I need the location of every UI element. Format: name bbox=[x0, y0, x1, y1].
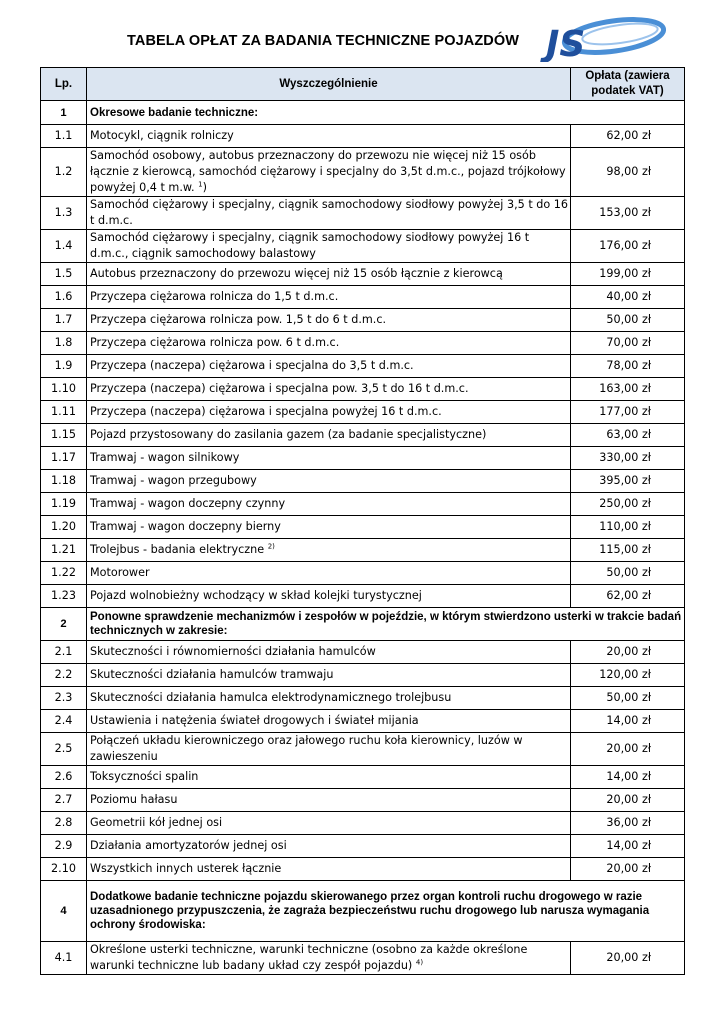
row-fee: 177,00 zł bbox=[571, 401, 685, 424]
row-description: Samochód ciężarowy i specjalny, ciągnik samochodowy siodłowy powyżej 3,5 t do 16 t d.m.c. bbox=[87, 197, 571, 230]
row-fee: 78,00 zł bbox=[571, 355, 685, 378]
table-header-row bbox=[41, 68, 685, 101]
row-fee: 153,00 zł bbox=[571, 197, 685, 230]
company-logo bbox=[540, 14, 666, 62]
header-description: Wyszczególnienie bbox=[87, 68, 571, 101]
table-row bbox=[41, 286, 685, 309]
row-fee: 199,00 zł bbox=[571, 263, 685, 286]
table-row bbox=[41, 835, 685, 858]
table-row bbox=[41, 858, 685, 881]
row-number: 1.9 bbox=[41, 355, 87, 378]
description-suffix: ) bbox=[202, 181, 207, 194]
row-number: 2 bbox=[41, 608, 87, 641]
row-number: 1 bbox=[41, 101, 87, 125]
table-row bbox=[41, 148, 685, 197]
table-row bbox=[41, 562, 685, 585]
row-fee: 50,00 zł bbox=[571, 562, 685, 585]
row-number: 2.10 bbox=[41, 858, 87, 881]
row-description: Przyczepa ciężarowa rolnicza pow. 6 t d.m.c. bbox=[87, 332, 571, 355]
row-description: Okresowe badanie techniczne: bbox=[87, 101, 685, 125]
table-row bbox=[41, 733, 685, 766]
row-fee: 14,00 zł bbox=[571, 766, 685, 789]
row-number: 1.20 bbox=[41, 516, 87, 539]
row-description: Przyczepa ciężarowa rolnicza do 1,5 t d.m.c. bbox=[87, 286, 571, 309]
row-number: 1.21 bbox=[41, 539, 87, 562]
row-fee: 36,00 zł bbox=[571, 812, 685, 835]
row-number: 1.3 bbox=[41, 197, 87, 230]
row-number: 2.2 bbox=[41, 664, 87, 687]
row-fee: 20,00 zł bbox=[571, 942, 685, 975]
row-number: 1.8 bbox=[41, 332, 87, 355]
table-row bbox=[41, 664, 685, 687]
table-row bbox=[41, 447, 685, 470]
row-fee: 63,00 zł bbox=[571, 424, 685, 447]
table-row bbox=[41, 197, 685, 230]
row-description: Tramwaj - wagon doczepny bierny bbox=[87, 516, 571, 539]
table-row bbox=[41, 355, 685, 378]
row-description: Połączeń układu kierowniczego oraz jałowego ruchu koła kierownicy, luzów w zawieszeniu bbox=[87, 733, 571, 766]
row-fee: 110,00 zł bbox=[571, 516, 685, 539]
row-description: Motorower bbox=[87, 562, 571, 585]
row-description: Geometrii kół jednej osi bbox=[87, 812, 571, 835]
footnote-marker: 2) bbox=[267, 542, 275, 551]
table-row bbox=[41, 125, 685, 148]
row-number: 1.23 bbox=[41, 585, 87, 608]
row-fee: 395,00 zł bbox=[571, 470, 685, 493]
row-description: Dodatkowe badanie techniczne pojazdu skierowanego przez organ kontroli ruchu drogowego w razie uzasadnionego przypuszczenia, że zagraża bezpieczeństwu ruchu drogowego lub narusza wymagania ochrony środowiska: bbox=[87, 881, 685, 942]
table-row bbox=[41, 309, 685, 332]
row-description: Autobus przeznaczony do przewozu więcej niż 15 osób łącznie z kierowcą bbox=[87, 263, 571, 286]
row-number: 1.18 bbox=[41, 470, 87, 493]
row-number: 1.22 bbox=[41, 562, 87, 585]
table-body bbox=[41, 101, 685, 975]
row-description: Przyczepa (naczepa) ciężarowa i specjalna pow. 3,5 t do 16 t d.m.c. bbox=[87, 378, 571, 401]
row-fee: 115,00 zł bbox=[571, 539, 685, 562]
row-fee: 50,00 zł bbox=[571, 309, 685, 332]
row-fee: 40,00 zł bbox=[571, 286, 685, 309]
table-row bbox=[41, 516, 685, 539]
row-fee: 20,00 zł bbox=[571, 641, 685, 664]
row-fee: 14,00 zł bbox=[571, 835, 685, 858]
table-row bbox=[41, 470, 685, 493]
row-description: Wszystkich innych usterek łącznie bbox=[87, 858, 571, 881]
row-number: 1.5 bbox=[41, 263, 87, 286]
description-text: Określone usterki techniczne, warunki techniczne (osobno za każde określone warunki techniczne lub badany układ czy zespół pojazdu) bbox=[90, 943, 528, 972]
row-description: Toksyczności spalin bbox=[87, 766, 571, 789]
row-description: Przyczepa (naczepa) ciężarowa i specjalna powyżej 16 t d.m.c. bbox=[87, 401, 571, 424]
row-number: 1.11 bbox=[41, 401, 87, 424]
row-number: 2.3 bbox=[41, 687, 87, 710]
row-number: 2.8 bbox=[41, 812, 87, 835]
footnote-marker: 4) bbox=[415, 958, 424, 967]
row-description: Tramwaj - wagon doczepny czynny bbox=[87, 493, 571, 516]
table-row bbox=[41, 230, 685, 263]
row-number: 1.1 bbox=[41, 125, 87, 148]
row-number: 1.10 bbox=[41, 378, 87, 401]
row-description: Przyczepa (naczepa) ciężarowa i specjalna do 3,5 t d.m.c. bbox=[87, 355, 571, 378]
row-number: 2.1 bbox=[41, 641, 87, 664]
row-number: 1.2 bbox=[41, 148, 87, 197]
row-number: 2.6 bbox=[41, 766, 87, 789]
row-description: Poziomu hałasu bbox=[87, 789, 571, 812]
row-fee: 20,00 zł bbox=[571, 858, 685, 881]
table-row bbox=[41, 263, 685, 286]
table-row bbox=[41, 332, 685, 355]
section-row bbox=[41, 881, 685, 942]
fee-table bbox=[40, 67, 685, 975]
row-description: Ponowne sprawdzenie mechanizmów i zespołów w pojeździe, w którym stwierdzono usterki w trakcie badań technicznych w zakresie: bbox=[87, 608, 685, 641]
table-row bbox=[41, 812, 685, 835]
table-row bbox=[41, 687, 685, 710]
row-number: 2.4 bbox=[41, 710, 87, 733]
row-description: Tramwaj - wagon przegubowy bbox=[87, 470, 571, 493]
row-description: Skuteczności działania hamulców tramwaju bbox=[87, 664, 571, 687]
row-fee: 50,00 zł bbox=[571, 687, 685, 710]
row-number: 1.4 bbox=[41, 230, 87, 263]
row-description: Ustawienia i natężenia świateł drogowych i świateł mijania bbox=[87, 710, 571, 733]
header-lp: Lp. bbox=[41, 68, 87, 101]
table-row bbox=[41, 766, 685, 789]
table-row bbox=[41, 378, 685, 401]
row-description: Skuteczności działania hamulca elektrodynamicznego trolejbusu bbox=[87, 687, 571, 710]
row-fee: 176,00 zł bbox=[571, 230, 685, 263]
row-number: 4.1 bbox=[41, 942, 87, 975]
table-row bbox=[41, 401, 685, 424]
row-fee: 120,00 zł bbox=[571, 664, 685, 687]
description-text: Samochód osobowy, autobus przeznaczony do przewozu nie więcej niż 15 osób łącznie z kierowcą, samochód ciężarowy i specjalny do 3,5t d.m.c., pojazd trójkołowy powyżej 0,4 t m.w. bbox=[90, 149, 566, 194]
row-number: 1.17 bbox=[41, 447, 87, 470]
row-number: 1.19 bbox=[41, 493, 87, 516]
page-title: TABELA OPŁAT ZA BADANIA TECHNICZNE POJAZDÓW bbox=[127, 33, 520, 49]
row-fee: 20,00 zł bbox=[571, 789, 685, 812]
table-row bbox=[41, 585, 685, 608]
row-description: Skuteczności i równomierności działania hamulców bbox=[87, 641, 571, 664]
header-fee: Opłata (zawiera podatek VAT) bbox=[571, 68, 685, 101]
row-fee: 163,00 zł bbox=[571, 378, 685, 401]
row-number: 2.7 bbox=[41, 789, 87, 812]
section-row bbox=[41, 608, 685, 641]
row-fee: 14,00 zł bbox=[571, 710, 685, 733]
logo-text: JS bbox=[546, 24, 586, 62]
table-row bbox=[41, 710, 685, 733]
table-row bbox=[41, 493, 685, 516]
row-description: Pojazd wolnobieżny wchodzący w skład kolejki turystycznej bbox=[87, 585, 571, 608]
row-number: 1.7 bbox=[41, 309, 87, 332]
row-description bbox=[87, 539, 571, 562]
row-number: 1.15 bbox=[41, 424, 87, 447]
row-fee: 62,00 zł bbox=[571, 585, 685, 608]
row-description: Tramwaj - wagon silnikowy bbox=[87, 447, 571, 470]
table-row bbox=[41, 789, 685, 812]
footnote-marker: 1 bbox=[198, 180, 203, 189]
row-fee: 98,00 zł bbox=[571, 148, 685, 197]
section-row bbox=[41, 101, 685, 125]
row-number: 2.5 bbox=[41, 733, 87, 766]
row-description: Działania amortyzatorów jednej osi bbox=[87, 835, 571, 858]
row-description: Przyczepa ciężarowa rolnicza pow. 1,5 t do 6 t d.m.c. bbox=[87, 309, 571, 332]
table-row bbox=[41, 539, 685, 562]
row-number: 1.6 bbox=[41, 286, 87, 309]
table-row bbox=[41, 942, 685, 975]
row-number: 4 bbox=[41, 881, 87, 942]
row-fee: 20,00 zł bbox=[571, 733, 685, 766]
row-description: Motocykl, ciągnik rolniczy bbox=[87, 125, 571, 148]
row-fee: 62,00 zł bbox=[571, 125, 685, 148]
table-row bbox=[41, 641, 685, 664]
row-number: 2.9 bbox=[41, 835, 87, 858]
row-description: Pojazd przystosowany do zasilania gazem (za badanie specjalistyczne) bbox=[87, 424, 571, 447]
table-row bbox=[41, 424, 685, 447]
description-text: Trolejbus - badania elektryczne bbox=[90, 543, 268, 556]
row-fee: 250,00 zł bbox=[571, 493, 685, 516]
row-fee: 330,00 zł bbox=[571, 447, 685, 470]
row-fee: 70,00 zł bbox=[571, 332, 685, 355]
row-description bbox=[87, 148, 571, 197]
row-description bbox=[87, 942, 571, 975]
page-header bbox=[0, 0, 725, 70]
row-description: Samochód ciężarowy i specjalny, ciągnik samochodowy siodłowy powyżej 16 t d.m.c., ciągnik samochodowy balastowy bbox=[87, 230, 571, 263]
